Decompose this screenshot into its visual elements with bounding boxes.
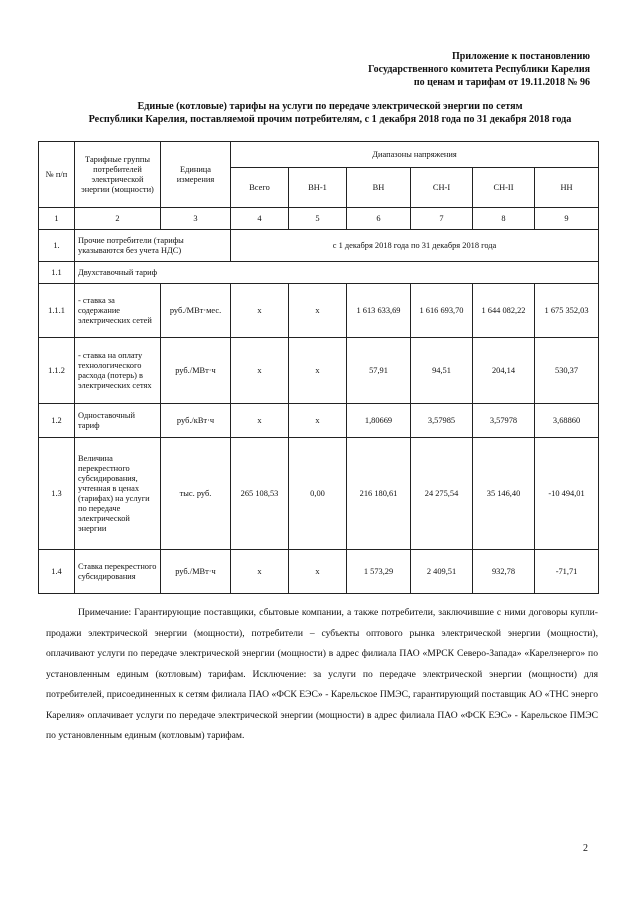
row-label: - ставка на оплату технологического расхода (потерь) в электрических сетях [75, 338, 161, 404]
title-line-1: Единые (котловые) тарифы на услуги по передаче электрической энергии по сетям [137, 101, 523, 112]
tariff-table [38, 141, 599, 594]
row-period: с 1 декабря 2018 года по 31 декабря 2018 года [231, 230, 599, 262]
row-num: 1.3 [39, 438, 75, 550]
header-line-3: по ценам и тарифам от 19.11.2018 № 96 [413, 77, 590, 88]
cell-value: 57,91 [347, 338, 411, 404]
header-line-2: Государственного комитета Республики Карелия [368, 64, 590, 75]
table-row [39, 550, 599, 594]
header-col-sn2: СН-II [473, 168, 535, 208]
page-number: 2 [583, 843, 588, 854]
row-unit: руб./МВт·ч [161, 338, 231, 404]
header-col-vn: ВН [347, 168, 411, 208]
table-row [39, 438, 599, 550]
numbering-row [39, 208, 599, 230]
cell-value: 1 613 633,69 [347, 284, 411, 338]
cell-value: х [231, 404, 289, 438]
cell-value: 1,80669 [347, 404, 411, 438]
table-row [39, 284, 599, 338]
col-number: 3 [161, 208, 231, 230]
row-unit: руб./кВт·ч [161, 404, 231, 438]
col-number: 4 [231, 208, 289, 230]
cell-value: 3,57985 [411, 404, 473, 438]
note-section [46, 603, 598, 747]
col-number: 1 [39, 208, 75, 230]
header-group: Тарифные группы потребителей электрической энергии (мощности) [75, 142, 161, 208]
row-label: Величина перекрестного субсидирования, учтенная в ценах (тарифах) на услуги по передаче электрической энергии [75, 438, 161, 550]
cell-value: х [231, 284, 289, 338]
row-label: - ставка за содержание электрических сетей [75, 284, 161, 338]
cell-value: -71,71 [535, 550, 599, 594]
cell-value: 2 409,51 [411, 550, 473, 594]
document-header [368, 50, 590, 89]
row-num: 1.1.1 [39, 284, 75, 338]
header-col-total: Всего [231, 168, 289, 208]
col-number: 5 [289, 208, 347, 230]
table-row [39, 262, 599, 284]
row-num: 1.2 [39, 404, 75, 438]
cell-value: х [289, 284, 347, 338]
cell-value: 1 573,29 [347, 550, 411, 594]
col-number: 7 [411, 208, 473, 230]
header-unit: Единица измерения [161, 142, 231, 208]
cell-value: 265 108,53 [231, 438, 289, 550]
col-number: 6 [347, 208, 411, 230]
cell-value: 1 675 352,03 [535, 284, 599, 338]
table-header-row [39, 142, 599, 168]
cell-value: 94,51 [411, 338, 473, 404]
header-ranges: Диапазоны напряжения [231, 142, 599, 168]
cell-value: х [289, 404, 347, 438]
row-unit: руб./МВт·мес. [161, 284, 231, 338]
table-row [39, 338, 599, 404]
row-unit: тыс. руб. [161, 438, 231, 550]
cell-value: 1 644 082,22 [473, 284, 535, 338]
cell-value: 204,14 [473, 338, 535, 404]
row-num: 1.4 [39, 550, 75, 594]
table-row [39, 230, 599, 262]
cell-value: х [289, 550, 347, 594]
row-label: Ставка перекрестного субсидирования [75, 550, 161, 594]
header-line-1: Приложение к постановлению [452, 51, 590, 62]
row-label: Одноставочный тариф [75, 404, 161, 438]
cell-value: х [289, 338, 347, 404]
row-num: 1.1.2 [39, 338, 75, 404]
cell-value: 3,68860 [535, 404, 599, 438]
row-label: Двухставочный тариф [75, 262, 599, 284]
note-text: Примечание: Гарантирующие поставщики, сбытовые компании, а также потребители, заключившие с ними договоры купли-продажи электрической энергии (мощности), потребители – субъекты оптового рынка электрической энергии (мощности), оплачивают услуги по передаче электрической энергии (мощности) в адрес филиала ПАО «МРСК Северо-Запада» «Карелэнерго» по установленным единым (котловым) тарифам. Исключение: за услуги по передаче электрической энергии (мощности) для потребителей, присоединенных к сетям филиала ПАО «ФСК ЕЭС» - Карельское ПМЭС, гарантирующий поставщик АО «ТНС энерго Карелия» оплачивает услуги по передаче электрической энергии (мощности) в адрес филиала ПАО «ФСК ЕЭС» - Карельское ПМЭС по установленным единым (котловым) тарифам. [46, 607, 598, 741]
cell-value: х [231, 550, 289, 594]
header-col-vn1: ВН-1 [289, 168, 347, 208]
table-row [39, 404, 599, 438]
cell-value: 24 275,54 [411, 438, 473, 550]
document-title [60, 100, 600, 126]
cell-value: 932,78 [473, 550, 535, 594]
header-num: № п/п [39, 142, 75, 208]
cell-value: х [231, 338, 289, 404]
cell-value: -10 494,01 [535, 438, 599, 550]
cell-value: 35 146,40 [473, 438, 535, 550]
cell-value: 0,00 [289, 438, 347, 550]
title-line-2: Республики Карелия, поставляемой прочим потребителям, с 1 декабря 2018 года по 31 декабря 2018 года [88, 114, 572, 125]
row-num: 1.1 [39, 262, 75, 284]
header-col-nn: НН [535, 168, 599, 208]
cell-value: 1 616 693,70 [411, 284, 473, 338]
cell-value: 530,37 [535, 338, 599, 404]
header-col-sn1: СН-I [411, 168, 473, 208]
row-unit: руб./МВт·ч [161, 550, 231, 594]
row-num: 1. [39, 230, 75, 262]
col-number: 8 [473, 208, 535, 230]
cell-value: 216 180,61 [347, 438, 411, 550]
col-number: 2 [75, 208, 161, 230]
cell-value: 3,57978 [473, 404, 535, 438]
col-number: 9 [535, 208, 599, 230]
row-label: Прочие потребители (тарифы указываются без учета НДС) [75, 230, 231, 262]
